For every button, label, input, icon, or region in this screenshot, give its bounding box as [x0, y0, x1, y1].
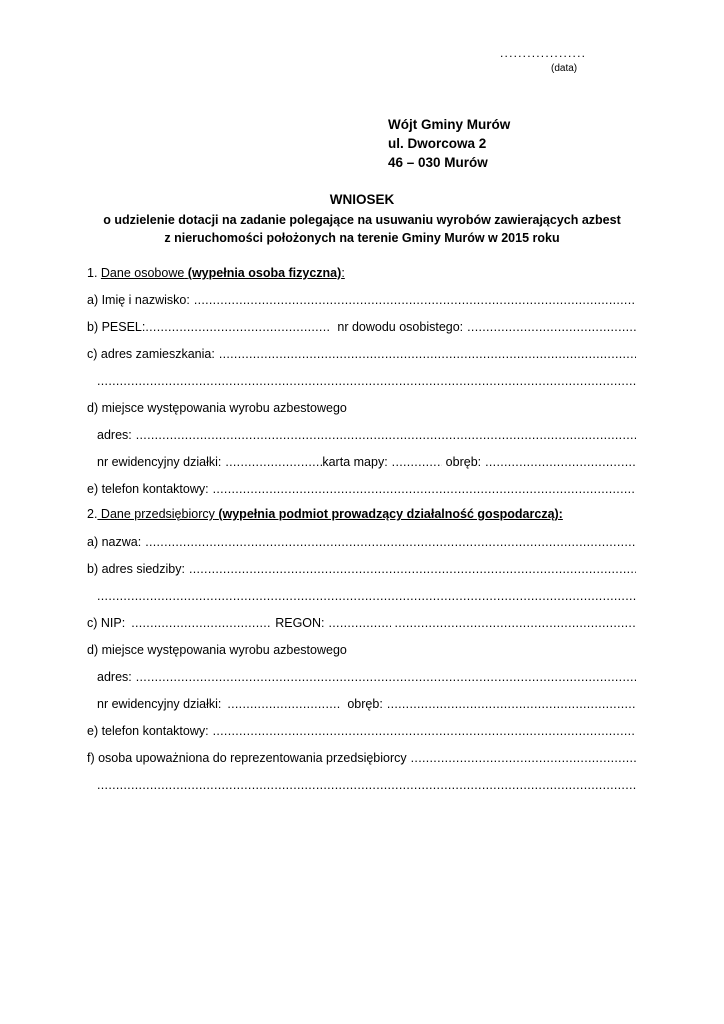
section1-note: (wypełnia osoba fizyczna): [187, 266, 342, 280]
regon-field[interactable]: [329, 616, 391, 630]
company-phone-row: [87, 724, 636, 738]
regon-label: REGON:: [275, 616, 325, 630]
pesel-label: b) PESEL:: [87, 320, 146, 334]
company-address-label: b) adres siedziby:: [87, 562, 185, 576]
name-field[interactable]: [194, 293, 636, 307]
precinct-label: obręb:: [445, 455, 482, 469]
recipient-line-2: ul. Dworcowa 2: [388, 136, 487, 151]
company-address-field-continuation[interactable]: [97, 589, 636, 603]
asbestos-address-row: [97, 428, 636, 442]
date-field[interactable]: ...................: [500, 46, 587, 60]
map-sheet-field[interactable]: [392, 455, 442, 469]
recipient-line-1: Wójt Gminy Murów: [388, 117, 511, 132]
phone-row: [87, 482, 636, 496]
company-parcel-number-label: nr ewidencyjny działki:: [97, 697, 222, 711]
company-name-row: [87, 535, 636, 549]
document-subtitle-2: z nieruchomości położonych na terenie Gminy Murów w 2015 roku: [164, 231, 560, 245]
parcel-number-field[interactable]: [225, 455, 322, 469]
asbestos-address-field[interactable]: [136, 428, 636, 442]
section2-note: (wypełnia podmiot prowadzący działalność gospodarczą):: [218, 507, 563, 521]
company-asbestos-location-heading: d) miejsce występowania wyrobu azbestowego: [87, 643, 347, 657]
company-precinct-label: obręb:: [347, 697, 383, 711]
date-label: (data): [551, 63, 578, 74]
asbestos-address-label: adres:: [97, 428, 132, 442]
parcel-number-label: nr ewidencyjny działki:: [97, 455, 222, 469]
precinct-field[interactable]: [485, 455, 636, 469]
document-subtitle-1: o udzielenie dotacji na zadanie polegające na usuwaniu wyrobów zawierających azbest: [103, 213, 621, 227]
company-phone-label: e) telefon kontaktowy:: [87, 724, 209, 738]
map-sheet-label: karta mapy:: [322, 455, 388, 469]
name-row: [87, 293, 636, 307]
nip-field[interactable]: [131, 616, 271, 630]
parcel-row: [97, 455, 636, 469]
company-asbestos-address-field[interactable]: [136, 670, 636, 684]
section2-heading: [87, 507, 636, 521]
company-parcel-number-field[interactable]: [227, 697, 341, 711]
name-label: a) Imię i nazwisko:: [87, 293, 190, 307]
company-address-continuation-row: [97, 589, 636, 603]
representative-row: [87, 751, 636, 765]
phone-label: e) telefon kontaktowy:: [87, 482, 209, 496]
company-asbestos-address-row: [97, 670, 636, 684]
residence-field[interactable]: [219, 347, 636, 361]
regon-field-extra[interactable]: [395, 616, 636, 630]
representative-field[interactable]: [411, 751, 636, 765]
document-title: WNIOSEK: [329, 192, 395, 207]
company-address-field[interactable]: [189, 562, 636, 576]
residence-field-continuation[interactable]: [97, 374, 636, 388]
section1-heading: 1. Dane osobowe (wypełnia osoba fizyczna):: [87, 266, 345, 280]
company-name-label: a) nazwa:: [87, 535, 142, 549]
company-phone-field[interactable]: [213, 724, 636, 738]
pesel-row: [87, 320, 636, 334]
representative-label: f) osoba upoważniona do reprezentowania przedsiębiorcy: [87, 751, 407, 765]
nip-label: c) NIP:: [87, 616, 126, 630]
company-parcel-row: [97, 697, 636, 711]
recipient-line-3: 46 – 030 Murów: [388, 155, 488, 170]
company-precinct-field[interactable]: [387, 697, 636, 711]
company-asbestos-address-label: adres:: [97, 670, 132, 684]
nip-regon-row: [87, 616, 636, 630]
representative-continuation-row: [97, 778, 636, 792]
residence-row: [87, 347, 636, 361]
pesel-field[interactable]: [145, 320, 331, 334]
representative-field-continuation[interactable]: [97, 778, 636, 792]
section1-title: Dane osobowe: [100, 266, 185, 280]
id-number-field[interactable]: [467, 320, 636, 334]
section1-number: 1.: [87, 266, 101, 280]
company-address-row: [87, 562, 636, 576]
residence-label: c) adres zamieszkania:: [87, 347, 215, 361]
phone-field[interactable]: [213, 482, 636, 496]
residence-continuation-row: [97, 374, 636, 388]
asbestos-location-heading: d) miejsce występowania wyrobu azbestowego: [87, 401, 347, 415]
id-number-label: nr dowodu osobistego:: [337, 320, 464, 334]
section2-title: Dane przedsiębiorcy: [97, 507, 215, 521]
company-name-field[interactable]: [145, 535, 636, 549]
section2-number: 2.: [87, 507, 98, 521]
